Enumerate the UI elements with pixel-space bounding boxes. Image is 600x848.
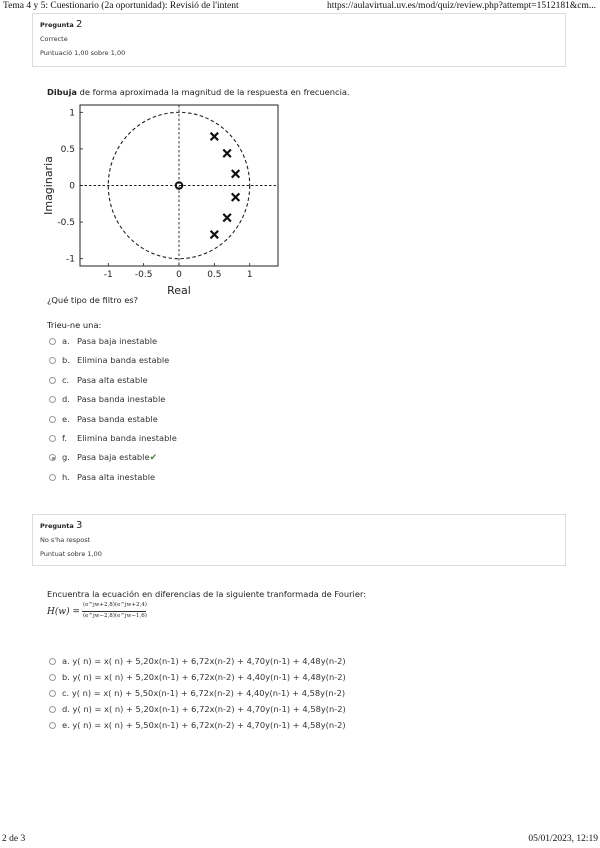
page-number: 2 de 3 (2, 834, 26, 844)
option-g[interactable]: g. Pasa baja estable✔ (49, 452, 157, 464)
formula-numerator: (e^jw+2,8)(e^jw+2,4) (83, 602, 147, 608)
question-3-info (32, 514, 566, 566)
y-tick-label: -0.5 (57, 218, 75, 229)
option-e[interactable]: e. Pasa banda estable (49, 414, 158, 426)
radio-d[interactable] (49, 396, 56, 403)
y-tick-label: 0.5 (60, 144, 75, 155)
radio-b[interactable] (49, 357, 56, 364)
option-h[interactable]: h. Pasa alta inestable (49, 472, 155, 484)
x-tick-label: 0 (176, 270, 182, 280)
option-b[interactable]: b. Elimina banda estable (49, 355, 169, 367)
y-tick-label: -1 (66, 254, 75, 265)
question-3-label: Pregunta 3 (40, 520, 83, 531)
question-2-label: Pregunta 2 (40, 19, 83, 30)
fraction-bar (82, 611, 146, 612)
page-url: https://aulavirtual.uv.es/mod/quiz/review.php?attempt=1512181&cm... (326, 1, 596, 11)
eq-radio-d[interactable] (49, 706, 56, 713)
eq-radio-e[interactable] (49, 722, 56, 729)
pole-zero-plot (38, 100, 298, 300)
y-tick-label: 1 (69, 108, 75, 119)
x-axis-label: Real (167, 284, 191, 297)
eq-option-d[interactable]: d. y( n) = x( n) + 5,20x(n-1) + 6,72x(n-2) + 4,70y(n-1) + 4,58y(n-2) (49, 704, 346, 714)
question-3-prompt: Encuentra la ecuación en diferencias de la siguiente tranformada de Fourier: (47, 589, 367, 599)
y-tick-label: 0 (69, 181, 75, 192)
question-2-info (32, 13, 566, 67)
print-date: 05/01/2023, 12:19 (528, 834, 598, 844)
formula-lhs: H(w) = (47, 607, 80, 617)
eq-option-e[interactable]: e. y( n) = x( n) + 5,50x(n-1) + 6,72x(n-2) + 4,70y(n-1) + 4,58y(n-2) (49, 720, 346, 730)
option-d[interactable]: d. Pasa banda inestable (49, 394, 165, 406)
print-header (0, 0, 600, 14)
x-tick-label: -0.5 (134, 270, 153, 280)
eq-option-b[interactable]: b. y( n) = x( n) + 5,20x(n-1) + 6,72x(n-2) + 4,40y(n-1) + 4,48y(n-2) (49, 672, 346, 682)
print-footer (0, 834, 600, 848)
option-a[interactable]: a. Pasa baja inestable (49, 336, 157, 348)
eq-radio-c[interactable] (49, 690, 56, 697)
question-2-score: Puntuació 1,00 sobre 1,00 (40, 49, 126, 57)
eq-option-c[interactable]: c. y( n) = x( n) + 5,50x(n-1) + 6,72x(n-2) + 4,40y(n-1) + 4,58y(n-2) (49, 688, 345, 698)
y-axis-label: Imaginaria (42, 156, 55, 215)
radio-a[interactable] (49, 338, 56, 345)
question-2-prompt: Dibuja de forma aproximada la magnitud de la respuesta en frecuencia. (47, 87, 350, 97)
eq-radio-a[interactable] (49, 658, 56, 665)
x-tick-label: 0.5 (207, 270, 222, 280)
eq-option-a[interactable]: a. y( n) = x( n) + 5,20x(n-1) + 6,72x(n-2) + 4,70y(n-1) + 4,48y(n-2) (49, 656, 346, 666)
formula-denominator: (e^jw−2,8)(e^jw−1,6) (83, 613, 147, 619)
option-f[interactable]: f. Elimina banda inestable (49, 433, 177, 445)
question-3-status: No s'ha respost (40, 536, 91, 544)
radio-g-selected[interactable] (49, 454, 56, 461)
eq-radio-b[interactable] (49, 674, 56, 681)
question-2-question: ¿Qué tipo de filtro es? (47, 295, 139, 305)
radio-e[interactable] (49, 416, 56, 423)
radio-c[interactable] (49, 377, 56, 384)
option-c[interactable]: c. Pasa alta estable (49, 375, 148, 387)
x-tick-label: -1 (103, 270, 113, 280)
radio-h[interactable] (49, 474, 56, 481)
radio-f[interactable] (49, 435, 56, 442)
choose-one-label: Trieu-ne una: (47, 320, 102, 330)
correct-check-icon: ✔ (149, 453, 158, 463)
x-tick-label: 1 (246, 270, 253, 280)
question-3-score: Puntuat sobre 1,00 (40, 550, 102, 558)
page-title: Tema 4 y 5: Cuestionario (2a oportunidad): Revisió de l'intent (3, 1, 239, 11)
question-2-status: Correcte (40, 35, 68, 43)
